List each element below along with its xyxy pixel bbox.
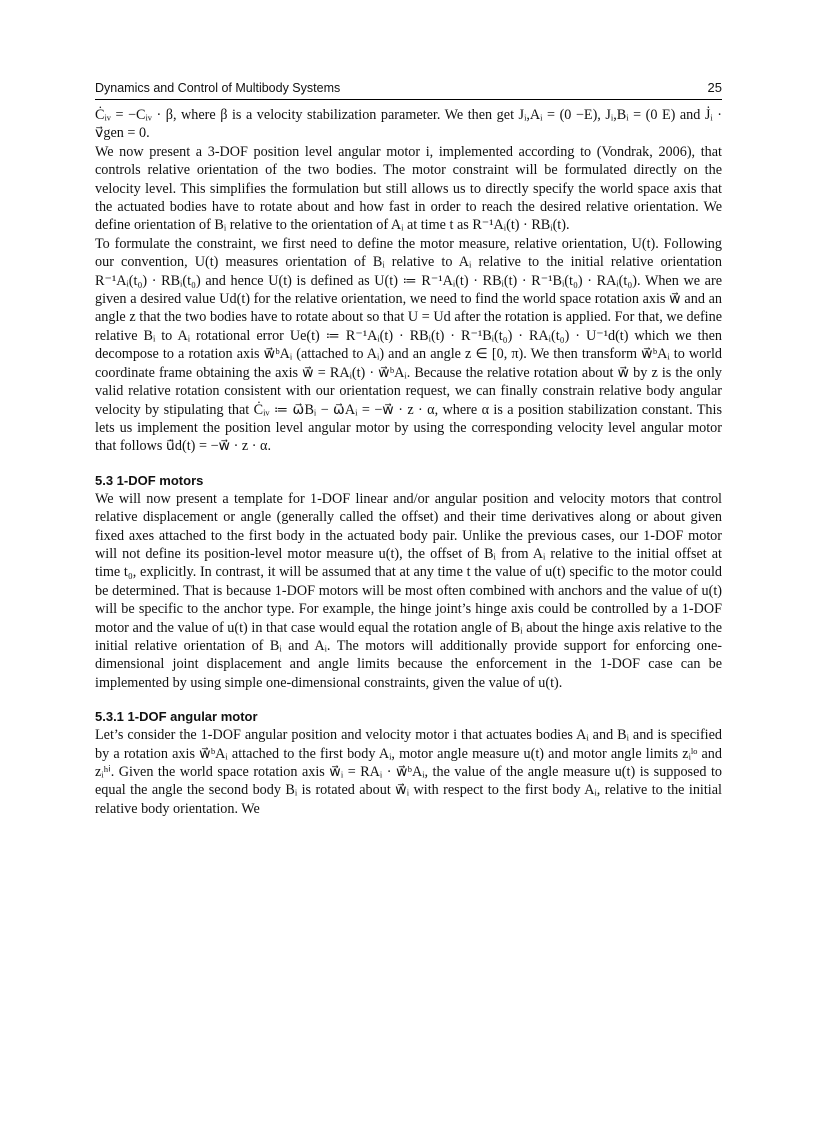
- page-number: 25: [707, 80, 722, 95]
- paragraph-stabilization: Ċᵢᵥ = −Cᵢᵥ · β, where β is a velocity stabilization parameter. We then get Jᵢ,Aᵢ = (0 −E), Jᵢ,Bᵢ = (0 E) and J̇ᵢ · v⃗gen = 0.: [95, 107, 722, 142]
- running-header: [95, 80, 722, 100]
- section-heading-5-3: 5.3 1-DOF motors: [95, 472, 204, 488]
- paragraph-1dof-angular-motor: Let’s consider the 1-DOF angular position and velocity motor i that actuates bodies Aᵢ and Bᵢ and is specified by a rotation axis w⃗ᵇAᵢ attached to the first body Aᵢ, motor angle measure u(t) and motor angle limits zᵢˡᵒ and zᵢʰⁱ. Given the world space rotation axis w⃗ᵢ = RAᵢ · w⃗ᵇAᵢ, the value of the angle measure u(t) is supposed to equal the angle the second body Bᵢ is rotated about w⃗ᵢ with respect to the first body Aᵢ, relative to the initial relative body orientation. We: [95, 727, 722, 817]
- running-title: Dynamics and Control of Multibody Systems: [95, 81, 341, 95]
- section-gap: [95, 692, 722, 708]
- section-gap: [95, 456, 722, 472]
- page-body: [95, 106, 722, 818]
- section-heading-5-3-1: 5.3.1 1-DOF angular motor: [95, 709, 258, 725]
- paragraph-3dof-motor-formulation: To formulate the constraint, we first need to define the motor measure, relative orientation, U(t). Following our convention, U(t) measures orientation of Bᵢ relative to Aᵢ relative to the initial relative orientation R⁻¹Aᵢ(t₀) · RBᵢ(t₀) and hence U(t) is defined as U(t) ≔ R⁻¹Aᵢ(t) · RBᵢ(t) · R⁻¹Bᵢ(t₀) · RAᵢ(t₀). When we are given a desired value Ud(t) for the relative orientation, we need to find the world space rotation axis w⃗ and an angle z that the two bodies have to rotate about so that U = Ud after the rotation is applied. For that, we define relative Bᵢ to Aᵢ rotational error Ue(t) ≔ R⁻¹Aᵢ(t) · RBᵢ(t) · R⁻¹Bᵢ(t₀) · RAᵢ(t₀) · U⁻¹d(t) which we then decompose to a rotation axis w⃗ᵇAᵢ (attached to Aᵢ) and an angle z ∈ [0, π). We then transform w⃗ᵇAᵢ to world coordinate frame obtaining the axis w⃗ = RAᵢ(t) · w⃗ᵇAᵢ. Because the relative rotation about w⃗ by z is the only valid relative rotation consistent with our orientation request, we can finally constrain relative body angular velocity by stipulating that Ċᵢᵥ ≔ ω⃗Bᵢ − ω⃗Aᵢ = −w⃗ · z · α, where α is a position stabilization constant. This lets us implement the position level angular motor by using the corresponding velocity level angular motor that follows u⃗̇d(t) = −w⃗ · z · α.: [95, 235, 722, 455]
- paragraph-3dof-motor-intro: We now present a 3-DOF position level angular motor i, implemented according to (Vondrak, 2006), that controls relative orientation of the two bodies. The motor constraint will be formulated directly on the velocity level. This simplifies the formulation but still allows us to directly specify the world space axis that the actuated bodies have to rotate about and how fast in order to reach the desired relative orientation. We define orientation of Bᵢ relative to the orientation of Aᵢ at time t as R⁻¹Aᵢ(t) · RBᵢ(t).: [95, 143, 722, 234]
- paragraph-1dof-motors: We will now present a template for 1-DOF linear and/or angular position and velocity motors that control relative displacement or angle (generally called the offset) and their time derivatives along or about given fixed axes attached to the first body in the actuated body pair. Unlike the previous cases, our 1-DOF motor will not define its position-level motor measure u(t), the offset of Bᵢ from Aᵢ relative to the initial offset at time t₀, explicitly. In contrast, it will be assumed that at any time t the value of u(t) specific to the motor could be determined. That is because 1-DOF motors will be most often combined with anchors and the value of u(t) will be specific to the anchor type. For example, the hinge joint’s hinge axis could be controlled by a 1-DOF motor and the value of u(t) in that case would equal the rotation angle of Bᵢ about the hinge axis relative to the initial relative orientation of Bᵢ and Aᵢ. The motors will additionally provide support for enforcing one-dimensional joint displacement and angle limits because the enforcement in the 1-DOF case can be implemented by using simple one-dimensional constraints, given the value of u(t).: [95, 490, 722, 691]
